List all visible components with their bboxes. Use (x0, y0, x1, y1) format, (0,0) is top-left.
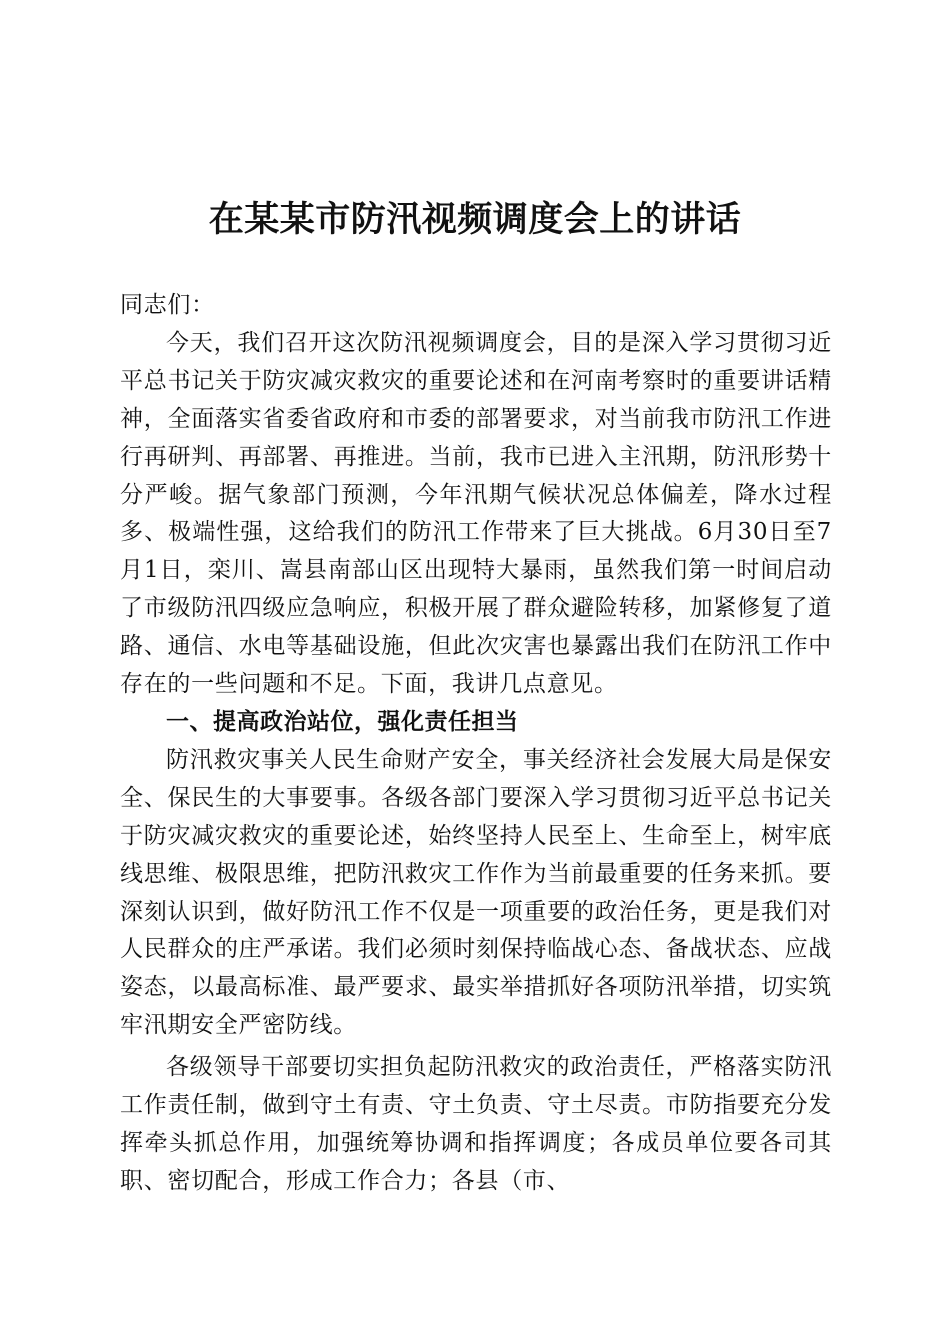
salutation: 同志们： (120, 292, 215, 318)
section-heading-1: 一、提高政治站位，强化责任担当 (166, 708, 519, 735)
section1-paragraph-1: 防汛救灾事关人民生命财产安全，事关经济社会发展大局是保安全、保民生的大事要事。各级各部门要深入学习贯彻习近平总书记关于防灾减灾救灾的重要论述，始终坚持人民至上、生命至上，树牢底线思维、极限思维，把防汛救灾工作作为当前最重要的任务来抓。要深刻认识到，做好防汛工作不仅是一项重要的政治任务，更是我们对人民群众的庄严承诺。我们必须时刻保持临战心态、备战状态、应战姿态，以最高标准、最严要求、最实举措抓好各项防汛举措，切实筑牢汛期安全严密防线。 (120, 746, 832, 1039)
document-title: 在某某市防汛视频调度会上的讲话 (208, 199, 742, 240)
document-body (120, 287, 832, 1201)
intro-paragraph: 今天，我们召开这次防汛视频调度会，目的是深入学习贯彻习近平总书记关于防灾减灾救灾的重要论述和在河南考察时的重要讲话精神，全面落实省委省政府和市委的部署要求，对当前我市防汛工作进行再研判、再部署、再推进。当前，我市已进入主汛期，防汛形势十分严峻。据气象部门预测，今年汛期气候状况总体偏差，降水过程多、极端性强，这给我们的防汛工作带来了巨大挑战。6月30日至7月1日，栾川、嵩县南部山区出现特大暴雨，虽然我们第一时间启动了市级防汛四级应急响应，积极开展了群众避险转移，加紧修复了道路、通信、水电等基础设施，但此次灾害也暴露出我们在防汛工作中存在的一些问题和不足。下面，我讲几点意见。 (120, 329, 832, 698)
section1-paragraph-2: 各级领导干部要切实担负起防汛救灾的政治责任，严格落实防汛工作责任制，做到守土有责、守土负责、守土尽责。市防指要充分发挥牵头抓总作用，加强统筹协调和指挥调度；各成员单位要各司其职、密切配合，形成工作合力；各县（市、 (120, 1054, 832, 1194)
